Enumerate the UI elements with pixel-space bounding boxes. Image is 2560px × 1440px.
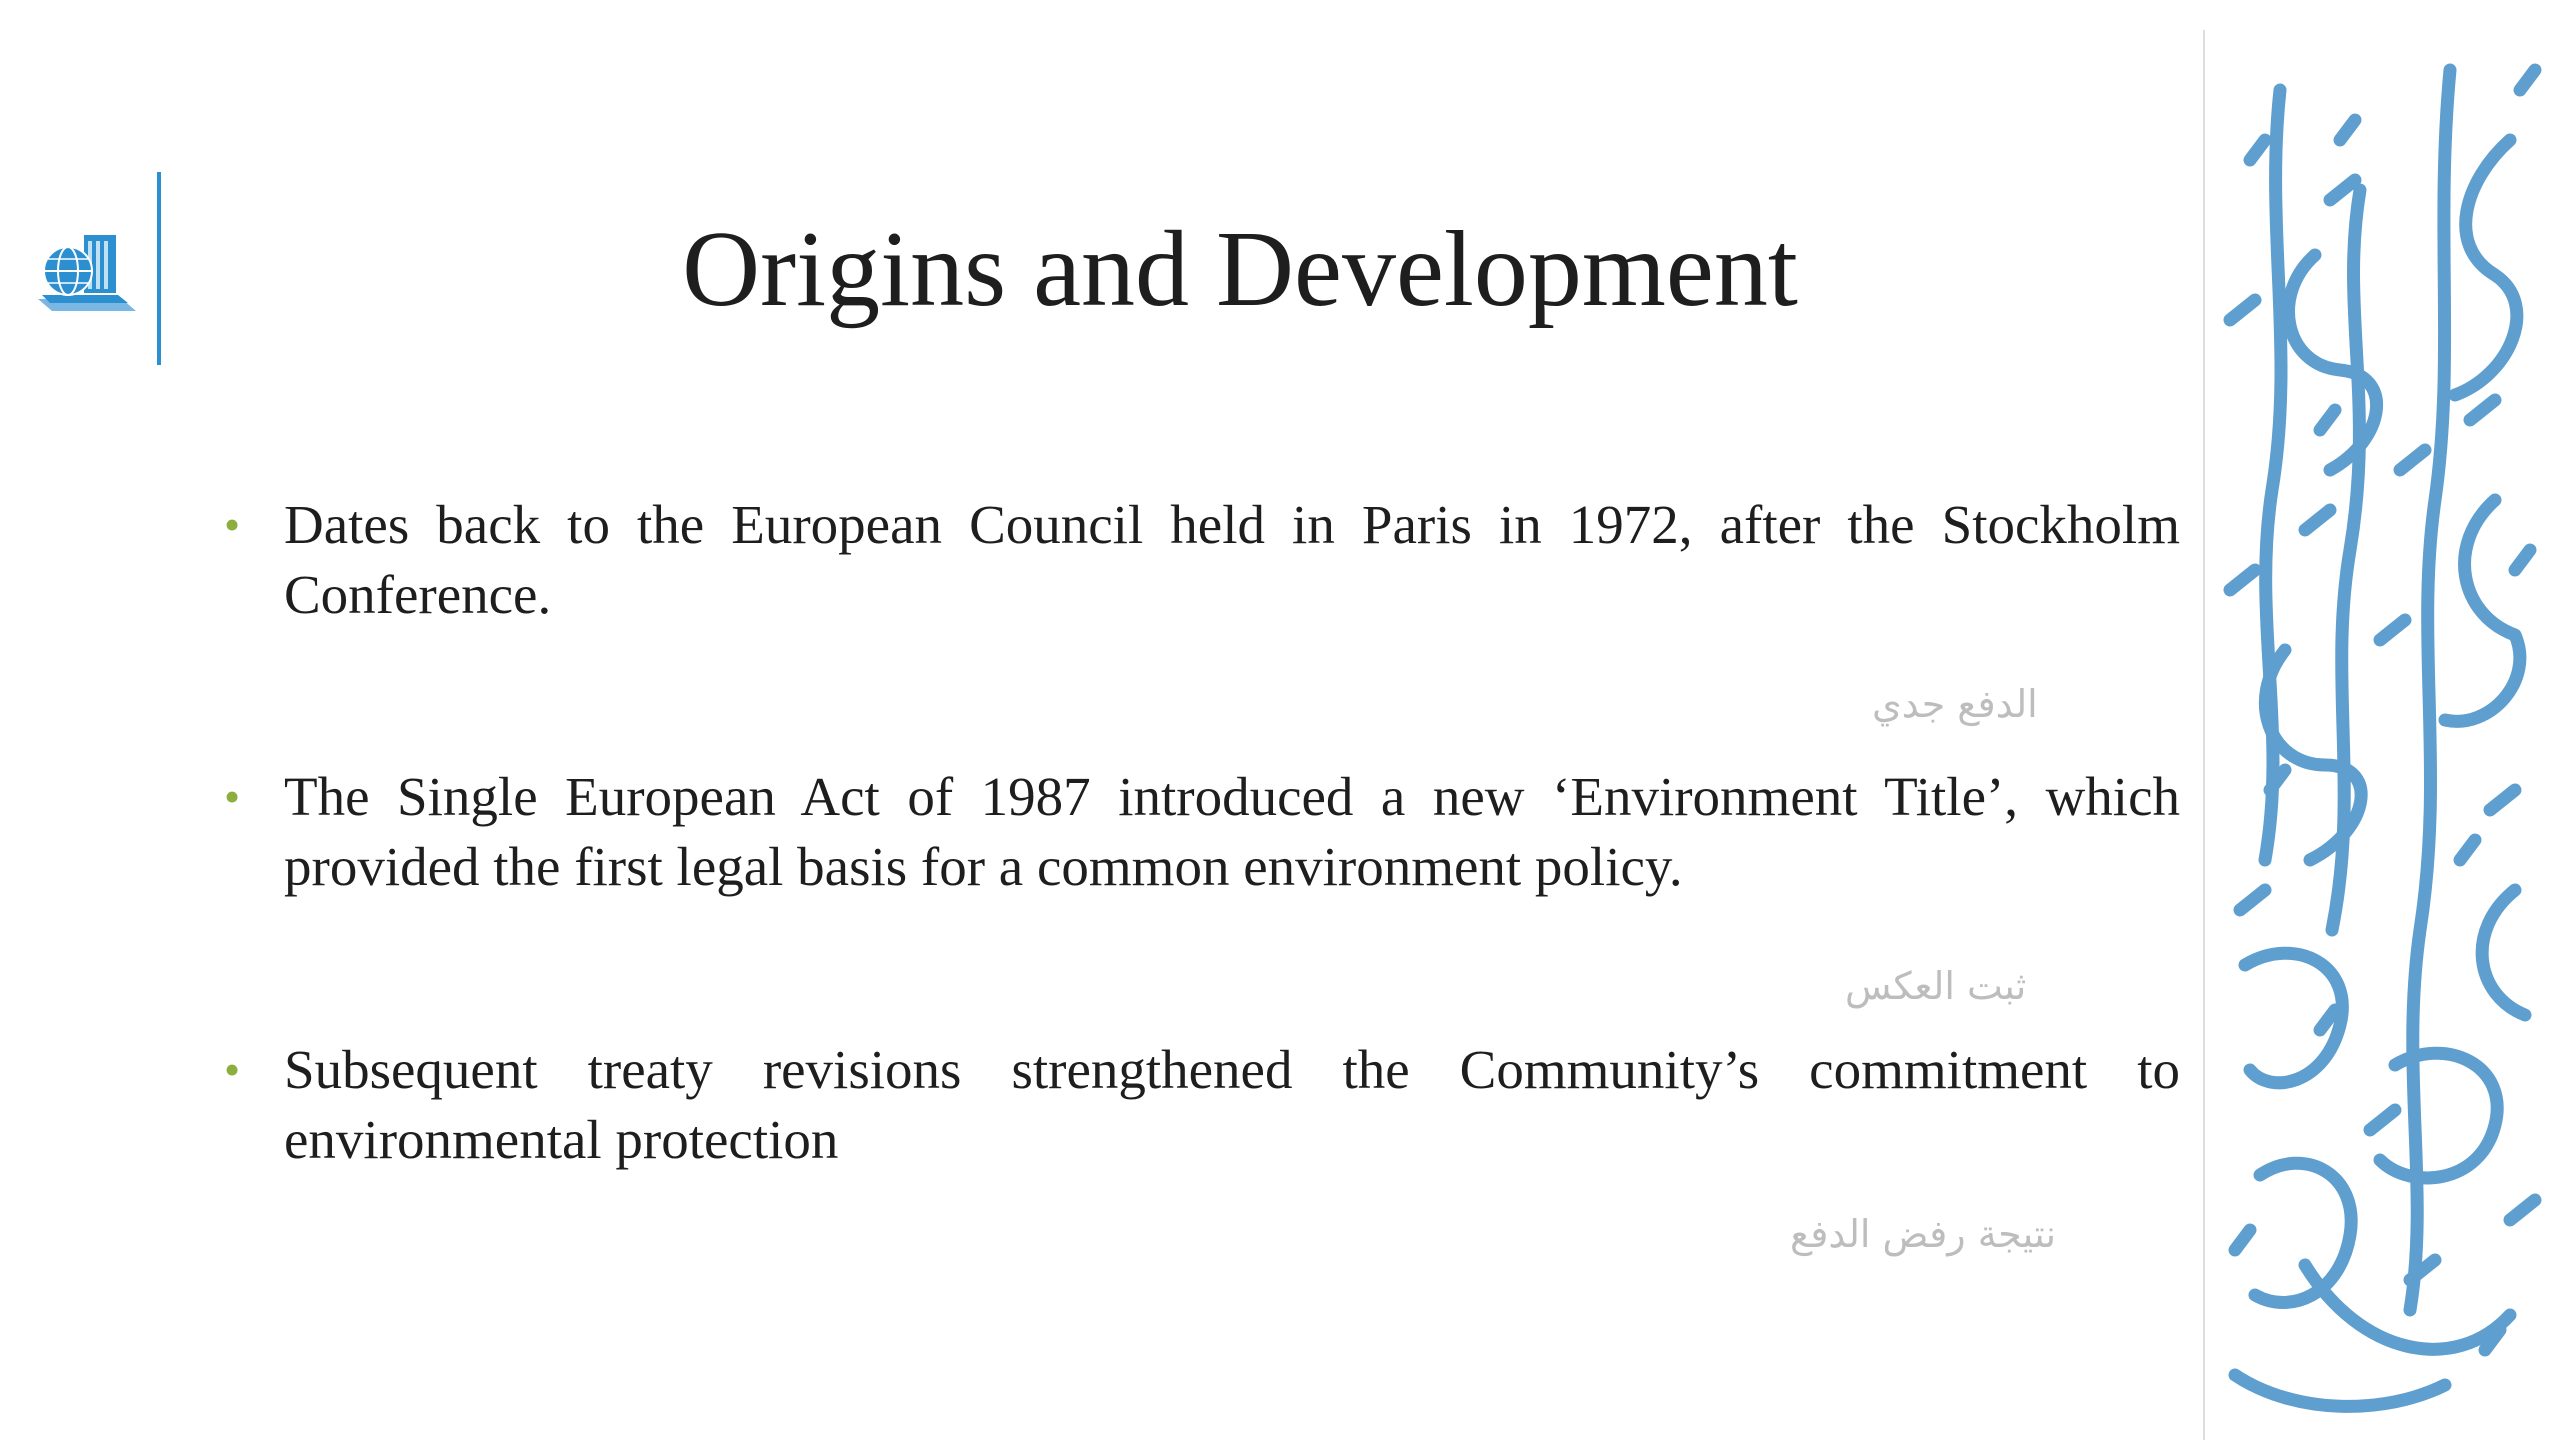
bullet-item — [220, 1035, 2180, 1175]
bullet-text: The Single European Act of 1987 introduced a new ‘Environment Title’, which provided the first legal basis for a common environment policy. — [284, 766, 2180, 897]
bullet-text: Subsequent treaty revisions strengthened the Community’s commitment to environmental protection — [284, 1039, 2180, 1170]
side-note: ثبت العكس — [1845, 964, 2027, 1008]
bullet-item — [220, 490, 2180, 630]
side-note: نتيجة رفض الدفع — [1790, 1212, 2057, 1256]
bullet-dot-icon: • — [224, 1044, 241, 1095]
university-logo-icon — [32, 225, 140, 315]
arabic-calligraphy-icon — [2210, 30, 2550, 1430]
bullet-item — [220, 762, 2180, 902]
slide-title: Origins and Development — [682, 210, 1798, 329]
logo-divider-line — [157, 172, 161, 365]
bullet-dot-icon: • — [224, 771, 241, 822]
side-note: الدفع جدي — [1872, 682, 2038, 726]
bullet-dot-icon: • — [224, 499, 241, 550]
side-divider-line — [2203, 30, 2205, 1440]
bullet-text: Dates back to the European Council held in Paris in 1972, after the Stockholm Conference. — [284, 494, 2180, 625]
